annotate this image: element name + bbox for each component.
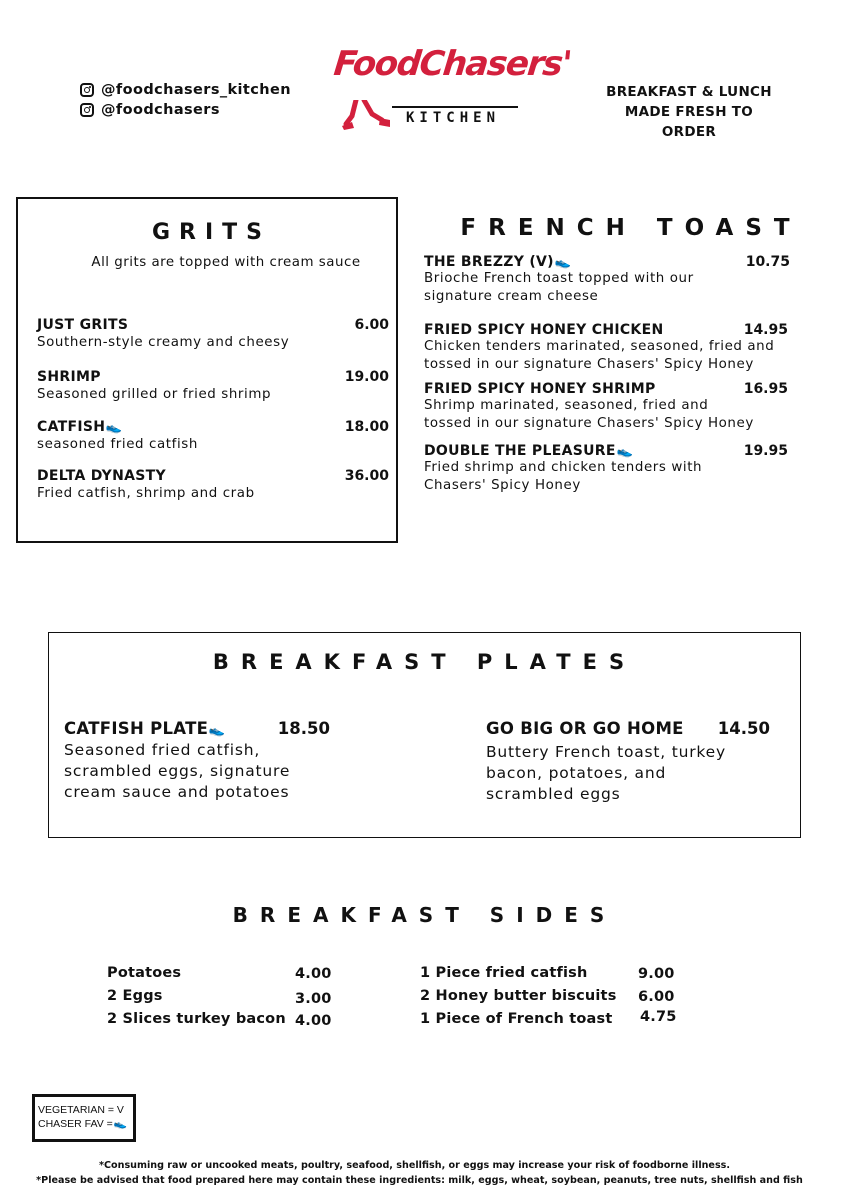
item-description: tossed in our signature Chasers' Spicy Honey	[424, 357, 754, 372]
instagram-icon	[80, 103, 94, 117]
item-description: Shrimp marinated, seasoned, fried and	[424, 398, 709, 413]
menu-item-shrimp	[37, 369, 389, 404]
item-description: Brioche French toast topped with our	[424, 271, 694, 286]
side-item-price: 4.75	[640, 1009, 677, 1025]
side-item-name: 1 Piece fried catfish	[420, 965, 588, 981]
sneaker-icon: 👟	[554, 256, 572, 269]
item-name: FRIED SPICY HONEY SHRIMP	[424, 381, 656, 397]
side-item-name: 2 Eggs	[107, 988, 163, 1004]
item-name-row	[424, 443, 788, 459]
item-description: scrambled eggs, signature	[64, 762, 291, 780]
side-item-price: 4.00	[295, 966, 332, 982]
plate-item-catfish-plate	[64, 719, 330, 803]
menu-item-fried-spicy-honey-shrimp	[424, 381, 788, 433]
item-description: Buttery French toast, turkey	[486, 743, 726, 761]
sneaker-icon: 👟	[105, 421, 123, 434]
tagline	[596, 82, 782, 142]
side-item-price: 3.00	[295, 991, 332, 1007]
menu-item-fried-spicy-honey-chicken	[424, 322, 788, 374]
item-name: THE BREZZY (V)	[424, 254, 554, 270]
instagram-icon	[80, 83, 94, 97]
item-name: DELTA DYNASTY	[37, 468, 166, 484]
item-description: Southern-style creamy and cheesy	[37, 335, 290, 350]
social-handle[interactable]: @foodchasers_kitchen	[101, 82, 291, 98]
item-description: bacon, potatoes, and	[486, 764, 667, 782]
item-description: Seasoned grilled or fried shrimp	[37, 387, 272, 402]
legend-vegetarian: VEGETARIAN = V	[38, 1104, 124, 1116]
menu-item-delta-dynasty	[37, 468, 389, 503]
item-description: seasoned fried catfish	[37, 437, 198, 452]
side-item-name: Potatoes	[107, 965, 182, 981]
tagline-line: BREAKFAST & LUNCH	[606, 84, 772, 100]
grits-subtitle: All grits are topped with cream sauce	[91, 255, 361, 270]
side-item-name: 1 Piece of French toast	[420, 1011, 613, 1027]
french-toast-title: FRENCH TOAST	[460, 215, 802, 241]
social-handle[interactable]: @foodchasers	[101, 102, 220, 118]
side-item-name: 2 Slices turkey bacon	[107, 1011, 286, 1027]
item-name: DOUBLE THE PLEASURE	[424, 443, 616, 459]
logo-divider	[392, 106, 518, 108]
side-item-price: 4.00	[295, 1013, 332, 1029]
item-price: 18.50	[277, 719, 330, 738]
item-name: FRIED SPICY HONEY CHICKEN	[424, 322, 664, 338]
sneaker-icon: 👟	[616, 445, 634, 458]
item-description: scrambled eggs	[486, 785, 621, 803]
legend-box	[32, 1094, 136, 1142]
item-price: 19.00	[344, 369, 389, 385]
item-name: JUST GRITS	[37, 317, 129, 333]
item-price: 14.95	[743, 322, 788, 338]
breakfast-plates-title: BREAKFAST PLATES	[212, 650, 637, 674]
item-price: 6.00	[354, 317, 389, 333]
logo-wordmark: FoodChasers'	[331, 44, 573, 84]
item-description: Fried catfish, shrimp and crab	[37, 486, 255, 501]
legend-chaser-fav: CHASER FAV =	[38, 1118, 113, 1130]
plate-item-go-big-or-go-home	[486, 719, 770, 805]
menu-item-double-the-pleasure	[424, 443, 788, 495]
sneaker-icon: 👟	[208, 724, 226, 737]
item-price: 16.95	[743, 381, 788, 397]
breakfast-sides-title: BREAKFAST SIDES	[232, 903, 617, 927]
footnote-allergens: *Please be advised that food prepared here may contain these ingredients: milk, eggs, wheat, soybean, peanuts, tree nuts, shellfish and fish	[36, 1175, 803, 1186]
item-price: 14.50	[717, 719, 770, 738]
item-name: CATFISH PLATE	[64, 719, 209, 738]
sneaker-icon: 👟	[113, 1119, 128, 1129]
item-name: SHRIMP	[37, 369, 101, 385]
item-description: cream sauce and potatoes	[64, 783, 290, 801]
item-name: CATFISH	[37, 419, 106, 435]
item-name-row	[424, 254, 790, 270]
item-price: 19.95	[743, 443, 788, 459]
side-item-name: 2 Honey butter biscuits	[420, 988, 617, 1004]
item-name-row	[37, 419, 389, 435]
side-item-price: 9.00	[638, 966, 675, 982]
item-description: Chicken tenders marinated, seasoned, fried and	[424, 339, 775, 354]
social-handles	[80, 80, 291, 120]
legend-chaser-fav-row	[38, 1117, 130, 1131]
item-description: Chasers' Spicy Honey	[424, 478, 581, 493]
item-description: Seasoned fried catfish,	[64, 741, 261, 759]
menu-item-just-grits	[37, 317, 389, 352]
item-description: signature cream cheese	[424, 289, 599, 304]
tagline-line: MADE FRESH TO ORDER	[624, 104, 754, 140]
running-legs-icon	[342, 100, 398, 132]
brand-logo	[330, 38, 573, 138]
social-row	[80, 80, 291, 100]
item-price: 10.75	[745, 254, 790, 270]
item-description: Fried shrimp and chicken tenders with	[424, 460, 703, 475]
social-row	[80, 100, 291, 120]
grits-title: GRITS	[151, 220, 272, 245]
item-price: 18.00	[344, 419, 389, 435]
item-description: tossed in our signature Chasers' Spicy Honey	[424, 416, 754, 431]
item-price: 36.00	[344, 468, 389, 484]
footnote-raw-food: *Consuming raw or uncooked meats, poultry, seafood, shellfish, or eggs may increase your risk of foodborne illness.	[98, 1160, 731, 1171]
side-item-price: 6.00	[638, 989, 675, 1005]
item-name: GO BIG OR GO HOME	[486, 719, 684, 738]
logo-subtitle: KITCHEN	[406, 110, 501, 126]
menu-item-the-brezzy	[424, 254, 790, 306]
menu-item-catfish	[37, 419, 389, 454]
